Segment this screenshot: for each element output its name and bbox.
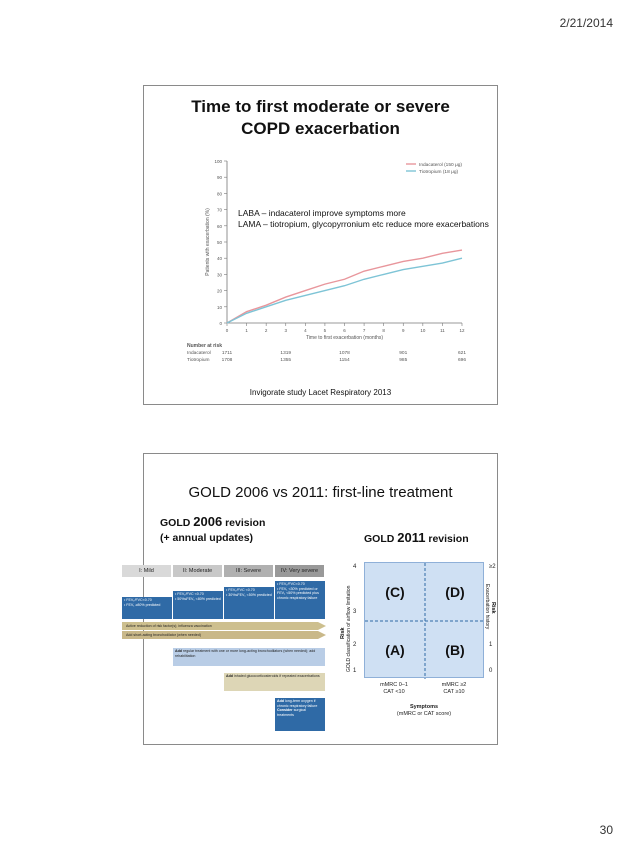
y-tick-label: 10 [216,304,222,310]
gold2006-heading [160,514,265,546]
bottom-right-label [424,682,484,696]
at-risk-value: 1711 [221,351,233,356]
tx-ics-bold: Add [226,674,233,678]
x-tick-label: 0 [225,328,229,333]
slide-annotation [238,208,489,230]
series-line-indacaterol [227,250,462,323]
tx-ics-text: inhaled glucocorticosteroids if repeated exacerbations [233,674,320,678]
tx-surg-text: surgical treatments [277,708,306,717]
right-axis-title: Risk [490,602,496,614]
gold2011-suffix: revision [425,533,469,545]
tx-regular-bold: Add [175,649,182,653]
at-risk-value: 621 [457,351,467,356]
stage1-criteria [122,597,172,619]
left-tick-1: 1 [353,668,357,674]
annotation-line2: LAMA – tiotropium, glycopyrronium etc reduce more exacerbations [238,219,489,229]
y-tick-label: 0 [219,321,222,326]
gold2011-prefix: GOLD [364,533,398,545]
at-risk-value: 985 [399,358,408,363]
y-tick-label: 90 [216,175,222,181]
stage4-criterion-2: • FEV₁ <30% predicted or FEV₁ <50% predicted plus chronic respiratory failure [277,586,319,600]
gold2011-heading [364,530,469,547]
y-tick-label: 80 [216,191,222,197]
left-tick-3: 3 [353,609,357,615]
stage3-criteria [224,587,274,619]
gold2011-year: 2011 [397,530,426,545]
tx-surg-bold: Consider [277,708,293,713]
x-tick-label: 10 [420,328,426,333]
tx-regular-bronchodilator [173,648,325,666]
y-tick-label: 40 [216,256,222,262]
stage-header-2: II: Moderate [173,565,222,577]
at-risk-value: 901 [399,351,408,356]
x-axis-subtitle: (mMRC or CAT score) [396,711,452,717]
bottom-left-label [364,682,424,696]
at-risk-value: 696 [457,358,467,363]
gold2011-grid [364,562,484,678]
tx-oxygen-surgery [275,698,325,731]
quadrant-d: (D) [445,584,465,600]
header-date: 2/21/2014 [559,16,613,30]
tx-o2-text: long-term oxygen if chronic respiratory failure [277,699,318,708]
x-axis-title [364,704,484,718]
y-tick-label: 60 [216,223,222,229]
slide-title: GOLD 2006 vs 2011: first-line treatment [188,484,453,501]
slide-gold-comparison [124,453,498,745]
number-at-risk-label: Number at risk [187,343,223,349]
tx-regular-text: regular treatment with one or more long-acting bronchodilators (when needed); add rehabilitation [175,649,316,658]
arrow-text-2: Add short-acting bronchodilator (when needed) [126,632,201,637]
y-tick-label: 70 [216,207,222,213]
series-line-tiotropium [227,258,462,323]
y-tick-label: 20 [216,288,222,294]
right-tick-0: 0 [489,668,493,674]
right-tick-1: 1 [489,642,493,648]
quadrant-c: (C) [385,584,405,600]
stage-header-1: I: Mild [122,565,171,577]
x-tick-label: 6 [343,328,346,333]
stage-header-3: III: Severe [224,565,273,577]
exacerbation-line-chart [144,86,499,386]
legend-label-indacaterol: Indacaterol (150 μg) [419,162,463,168]
arrow-text-1: Active reduction of risk factor(s); influenza vaccination [126,623,212,628]
gold2006-prefix: GOLD [160,517,194,529]
bottom-left-label-1: mMRC 0–1 [380,682,408,688]
gold2006-suffix: revision [222,517,266,529]
stage3-criterion-2: • 30%≤FEV₁ <50% predicted [226,592,272,597]
stage1-criterion-2: • FEV₁ ≥80% predicted [124,602,161,607]
stage4-criteria [275,581,325,619]
gold2006-year: 2006 [193,514,223,529]
x-tick-label: 9 [401,328,405,333]
x-tick-label: 7 [362,328,366,333]
y-tick-label: 100 [214,159,222,164]
stage1-criterion-1: • FEV₁/FVC<0.70 [124,598,152,602]
bottom-right-label-1: mMRC ≥2 [441,682,467,688]
y-tick-label: 50 [216,240,222,245]
stage2-criteria [173,591,223,619]
page-number: 30 [599,823,613,837]
at-risk-row-label: Tiotropium [187,358,210,363]
x-tick-label: 1 [245,328,248,333]
x-tick-label: 8 [382,328,385,333]
bottom-left-label-2: CAT <10 [383,689,405,695]
gold2006-subtitle: (+ annual updates) [160,532,254,544]
x-axis-label: Time to first exacerbation (months) [305,335,384,341]
x-tick-label: 2 [264,328,268,333]
at-risk-value: 1319 [280,351,292,356]
slide-title-line1: Time to first moderate or severe [191,97,450,116]
left-axis-title: Risk [340,627,346,639]
x-tick-label: 5 [323,328,327,333]
bottom-right-label-2: CAT ≥10 [443,689,465,695]
slide-time-to-exacerbation [143,85,498,405]
stage-header-4: IV: Very severe [275,565,324,577]
left-tick-2: 2 [353,642,357,648]
right-tick-2plus: ≥2 [489,564,496,570]
x-tick-label: 3 [284,328,288,333]
at-risk-value: 1708 [221,358,233,363]
y-axis-label: Patients with exacerbation (%) [205,208,211,276]
x-tick-label: 4 [304,328,307,333]
legend-label-tiotropium: Tiotropium (18 μg) [419,169,459,175]
tx-inhaled-steroids [224,673,325,691]
left-axis-subtitle: GOLD classification of airflow limitation [346,585,352,672]
tx-o2-bold: Add [277,699,284,703]
at-risk-value: 1355 [280,358,292,363]
slide-title-line2: COPD exacerbation [241,119,400,138]
quadrant-a: (A) [385,642,405,658]
x-tick-label: 11 [440,328,445,333]
left-tick-4: 4 [353,564,357,570]
y-tick-label: 30 [216,272,222,278]
at-risk-value: 1078 [339,351,350,356]
stage3-criterion-1: • FEV₁/FVC <0.70 [226,588,255,592]
at-risk-row-label: Indacaterol [187,351,211,356]
at-risk-value: 1154 [339,358,350,363]
citation: Invigorate study Lacet Respiratory 2013 [249,388,392,397]
x-axis-title-main: Symptoms [409,704,439,710]
stage2-criterion-2: • 50%≤FEV₁ <80% predicted [175,596,221,601]
stage4-criterion-1: • FEV₁/FVC<0.70 [277,582,305,586]
x-tick-label: 12 [459,328,465,333]
annotation-line1: LABA – indacaterol improve symptoms more [238,208,406,218]
stage2-criterion-1: • FEV₁/FVC <0.70 [175,592,204,596]
quadrant-b: (B) [445,642,465,658]
right-axis-subtitle: Exacerbation history [484,584,490,630]
